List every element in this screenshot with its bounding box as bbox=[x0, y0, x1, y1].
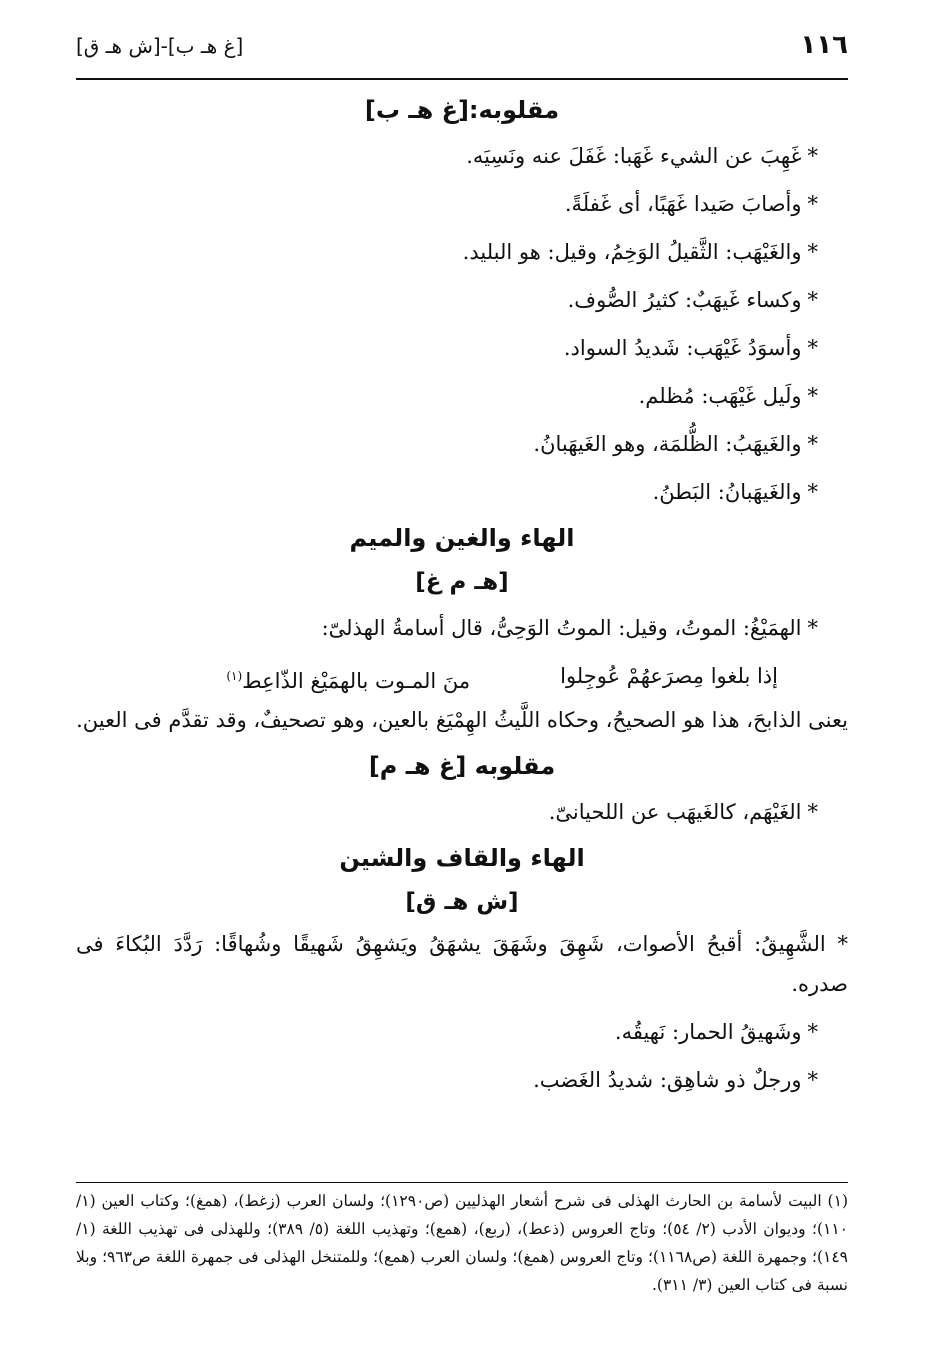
page-number: ١١٦ bbox=[800, 30, 848, 60]
running-head: [غ هـ ب]-[ش هـ ق] bbox=[76, 34, 244, 58]
entry bbox=[76, 372, 848, 420]
entry bbox=[76, 604, 848, 652]
entry-text: وأسوَدُ غَيْهَب: شَديدُ السواد. bbox=[563, 336, 802, 360]
root-subheading: [هـ م غ] bbox=[415, 569, 509, 595]
footnotes bbox=[76, 1182, 848, 1299]
entry-text: والغَيهَبانُ: البَطنُ. bbox=[652, 480, 802, 504]
entry-text: وشَهيقُ الحمار: نَهيقُه. bbox=[614, 1020, 802, 1044]
entry-text: والغَيْهَب: الثَّقيلُ الوَخِمُ، وقيل: هو البليد. bbox=[462, 240, 802, 264]
verse-second-hemistich: منَ المـوت بالهمَيْغ الذّاعِط$^{(١)}$ bbox=[226, 669, 471, 693]
verse-first-hemistich: إذا بلغوا مِصرَعهُمْ عُوجِلوا bbox=[560, 664, 778, 688]
entry-text: وكساء غَيهَبٌ: كثيرُ الصُّوف. bbox=[567, 288, 802, 312]
bullet-star: * bbox=[807, 384, 818, 408]
entry bbox=[76, 788, 848, 836]
paragraph-text: الشَّهِيقُ: أقبحُ الأصوات، شَهِقَ وشَهَقَ يشهَقُ ويَشهِقُ شَهيقًا وشُهاقًا: رَدَّدَ البُكاءَ فى صدره. bbox=[76, 932, 848, 996]
entry bbox=[76, 132, 848, 180]
footnote-1: (١) البيت لأسامة بن الحارث الهذلى فى شرح أشعار الهذليين (ص١٢٩٠)؛ ولسان العرب (زغط)، (همغ)؛ وكتاب العين (١/ ١١٠)؛ وديوان الأدب (٢/ ٥٤)؛ وتاج العروس (ذعط)، (ربع)، (همع)؛ وتهذيب اللغة (٥/ ٣٨٩)؛ وللهذلى فى تهذيب اللغة (١/ ١٤٩)؛ وجمهرة اللغة (ص١١٦٨)؛ وتاج العروس (همغ)؛ ولسان العرب (همع)؛ وللمتنخل الهذلى فى جمهرة اللغة ص٩٦٣؛ وبلا نسبة فى كتاب العين (٣/ ٣١١). bbox=[76, 1192, 848, 1294]
bullet-star: * bbox=[807, 1020, 818, 1044]
paragraph: يعنى الذابحَ، هذا هو الصحيحُ، وحكاه اللَّيثُ الهِمْيَغ بالعين، وهو تصحيفٌ، وقد تقدَّم فى العين. bbox=[76, 708, 848, 732]
entry-text: ولَيل غَيْهَب: مُظلم. bbox=[638, 384, 802, 408]
entry-text: الغَيْهَم، كالغَيهَب عن اللحيانىّ. bbox=[548, 800, 802, 824]
entry bbox=[76, 468, 848, 516]
bullet-star: * bbox=[807, 800, 818, 824]
entry bbox=[76, 1056, 848, 1104]
bullet-star: * bbox=[807, 144, 818, 168]
bullet-star: * bbox=[807, 1068, 818, 1092]
root-subheading: [ش هـ ق] bbox=[405, 889, 519, 915]
entry bbox=[76, 420, 848, 468]
entry-text: والغَيهَبُ: الظُّلمَة، وهو الغَيهَبانُ. bbox=[533, 432, 802, 456]
entry bbox=[76, 228, 848, 276]
section-heading-ghm: مقلوبه [غ هـ م] bbox=[368, 752, 556, 780]
footnote-marker[interactable]: (١) bbox=[226, 669, 243, 683]
entry bbox=[76, 1008, 848, 1056]
entry bbox=[76, 180, 848, 228]
page-header bbox=[76, 28, 848, 80]
entry-text: ورجلٌ ذو شاهِق: شديدُ الغَضب. bbox=[533, 1068, 802, 1092]
main-content bbox=[76, 88, 848, 1104]
entry-text: غَهِبَ عن الشيء غَهَبا: غَفَلَ عنه ونَسِيَه. bbox=[466, 144, 802, 168]
bullet-star: * bbox=[807, 336, 818, 360]
bullet-star: * bbox=[807, 288, 818, 312]
bullet-star: * bbox=[807, 480, 818, 504]
entry bbox=[76, 276, 848, 324]
poem-verse bbox=[76, 652, 848, 700]
bullet-star: * bbox=[837, 932, 848, 956]
entry bbox=[76, 324, 848, 372]
section-heading-ghb: مقلوبه:[غ هـ ب] bbox=[364, 96, 560, 124]
section-heading-hgm: الهاء والغين والميم bbox=[349, 524, 575, 552]
bullet-star: * bbox=[807, 432, 818, 456]
entry-text: وأصابَ صَيدا غَهَبًا، أى غَفلَةً. bbox=[564, 192, 802, 216]
section-heading-hqsh: الهاء والقاف والشين bbox=[339, 844, 585, 872]
entry-text: الهمَيْغُ: الموتُ، وقيل: الموتُ الوَحِىُّ، قال أسامةُ الهذلىّ: bbox=[321, 616, 802, 640]
bullet-star: * bbox=[807, 240, 818, 264]
bullet-star: * bbox=[807, 192, 818, 216]
paragraph bbox=[76, 924, 848, 1004]
bullet-star: * bbox=[807, 616, 818, 640]
